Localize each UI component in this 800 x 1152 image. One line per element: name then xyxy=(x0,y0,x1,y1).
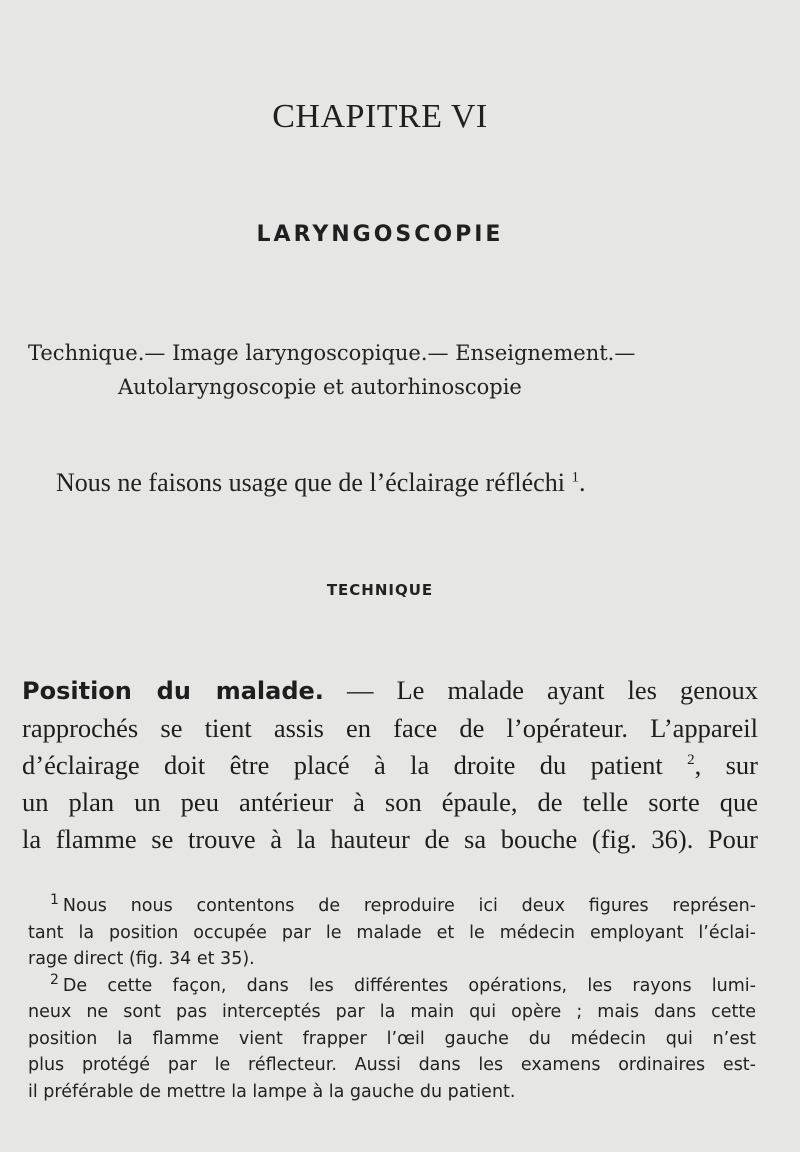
footnote-1-text-1: Nous nous contentons de reproduire ici deux figures représen- xyxy=(62,896,756,916)
footnote-1-line-1 xyxy=(28,893,756,920)
footnote-1-mark: 1 xyxy=(50,892,59,909)
footnote-1-line-3: rage direct (fig. 34 et 35). xyxy=(28,949,255,969)
footnote-1-line-2: tant la position occupée par le malade et le médecin employant l’éclai- xyxy=(28,922,756,943)
body-line-3b: , sur xyxy=(694,750,758,780)
body-line-1-rest: — Le malade ayant les genoux xyxy=(323,675,758,705)
section-heading: TECHNIQUE xyxy=(326,581,434,599)
footnote-2-line-4: plus protégé par le réflecteur. Aussi dans les examens ordinaires est- xyxy=(28,1055,756,1075)
summary-line-1: Technique.— Image laryngoscopique.— Enseignement.— xyxy=(28,341,636,365)
footnote-2-line-5: il préférable de mettre la lampe à la gauche du patient. xyxy=(28,1081,516,1102)
body-paragraph xyxy=(22,672,758,858)
body-line-2: rapprochés se tient assis en face de l’opérateur. L’appareil xyxy=(22,713,758,743)
summary-line-2: Autolaryngoscopie et autorhinoscopie xyxy=(118,375,522,399)
intro-end: . xyxy=(578,468,586,497)
chapter-summary xyxy=(28,336,768,404)
footnote-2-line-3: position la flamme vient frapper l’œil gauche du médecin qui n’est xyxy=(28,1028,756,1049)
body-line-4: un plan un peu antérieur à son épaule, de telle sorte que xyxy=(22,787,758,817)
intro-sentence xyxy=(56,468,756,498)
body-line-1 xyxy=(22,672,758,710)
footnote-ref-1: 1 xyxy=(571,469,579,486)
footnote-2-text-1: De cette façon, dans les différentes opérations, les rayons lumi- xyxy=(62,975,756,996)
footnote-2-mark: 2 xyxy=(50,971,59,988)
body-line-5: la flamme se trouve à la hauteur de sa bouche (fig. 36). Pour xyxy=(22,824,758,854)
footnote-2-line-1 xyxy=(28,973,756,1000)
chapter-heading: CHAPITRE VI xyxy=(272,98,488,135)
footnote-2-line-2: neux ne sont pas interceptés par la main qui opère ; mais dans cette xyxy=(28,1002,756,1022)
footnotes xyxy=(28,893,756,1105)
body-line-3a: d’éclairage doit être placé à la droite du patient xyxy=(22,750,688,780)
footnote-ref-2: 2 xyxy=(687,752,695,769)
paragraph-lead: Position du malade. xyxy=(22,677,324,705)
chapter-title: LARYNGOSCOPIE xyxy=(256,222,504,247)
body-line-3 xyxy=(22,747,758,784)
intro-text: Nous ne faisons usage que de l’éclairage réfléchi xyxy=(56,468,565,497)
